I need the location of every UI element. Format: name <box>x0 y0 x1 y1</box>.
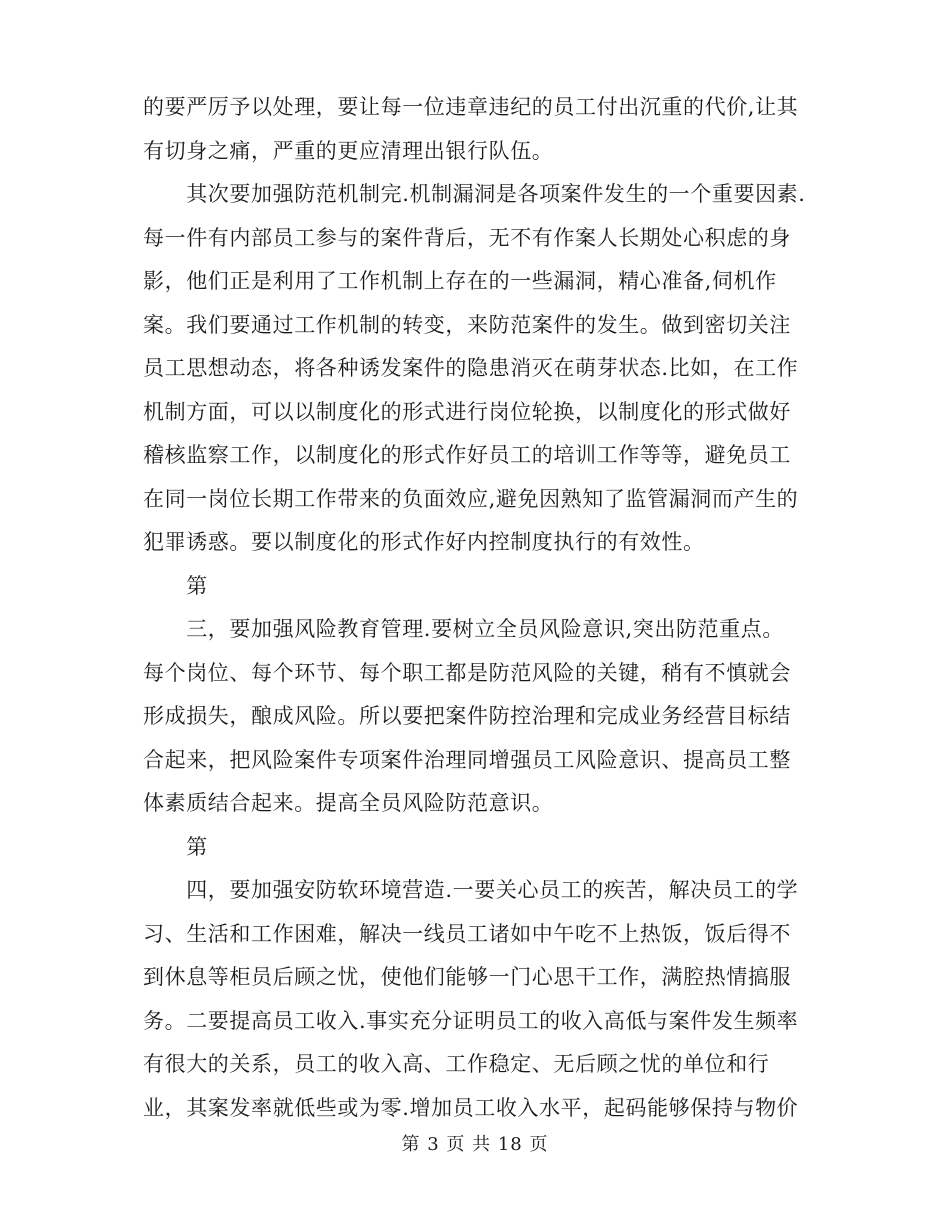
text-line: 形成损失，酿成风险。所以要把案件防控治理和完成业务经营目标结 <box>143 704 791 728</box>
text-line: 业，其案发率就低些或为零.增加员工收入水平，起码能够保持与物价 <box>143 1095 799 1120</box>
text-line: 稽核监察工作，以制度化的形式作好员工的培训工作等等，避免员工 <box>143 443 791 467</box>
text-line: 有切身之痛，严重的更应清理出银行队伍。 <box>143 138 554 163</box>
text-line: 务。二要提高员工收入.事实充分证明员工的收入高低与案件发生频率 <box>143 1008 799 1033</box>
text-line: 机制方面，可以以制度化的形式进行岗位轮换，以制度化的形式做好 <box>143 399 791 424</box>
text-line: 每一件有内部员工参与的案件背后，无不有作案人长期处心积虑的身 <box>143 225 791 250</box>
text-line: 犯罪诱惑。要以制度化的形式作好内控制度执行的有效性。 <box>143 530 705 554</box>
text-line: 每个岗位、每个环节、每个职工都是防范风险的关键，稍有不慎就会 <box>143 660 791 685</box>
text-line: 影，他们正是利用了工作机制上存在的一些漏洞，精心准备,伺机作 <box>143 269 777 293</box>
page-number: 第 3 页 共 18 页 <box>401 1134 549 1155</box>
text-line: 第 <box>143 573 208 598</box>
text-line: 其次要加强防范机制完.机制漏洞是各项案件发生的一个重要因素. <box>143 182 806 206</box>
text-line: 的要严厉予以处理，要让每一位违章违纪的员工付出沉重的代价,让其 <box>143 95 799 119</box>
text-line: 案。我们要通过工作机制的转变，来防范案件的发生。做到密切关注 <box>143 312 791 337</box>
text-line: 有很大的关系，员工的收入高、工作稳定、无后顾之忧的单位和行 <box>143 1052 770 1076</box>
text-line: 四，要加强安防软环境营造.一要关心员工的疾苦，解决员工的学 <box>143 878 799 902</box>
text-line: 在同一岗位长期工作带来的负面效应,避免因熟知了监管漏洞而产生的 <box>143 486 799 511</box>
text-line: 习、生活和工作困难，解决一线员工诸如中午吃不上热饭，饭后得不 <box>143 921 791 946</box>
text-line: 三，要加强风险教育管理.要树立全员风险意识,突出防范重点。 <box>143 617 784 641</box>
text-line: 到休息等柜员后顾之忧，使他们能够一门心思干工作，满腔热情搞服 <box>143 965 791 989</box>
text-line: 合起来，把风险案件专项案件治理同增强员工风险意识、提高员工整 <box>143 747 791 772</box>
text-line: 员工思想动态，将各种诱发案件的隐患消灭在萌芽状态.比如，在工作 <box>143 356 799 380</box>
text-line: 体素质结合起来。提高全员风险防范意识。 <box>143 791 554 815</box>
text-line: 第 <box>143 834 208 859</box>
